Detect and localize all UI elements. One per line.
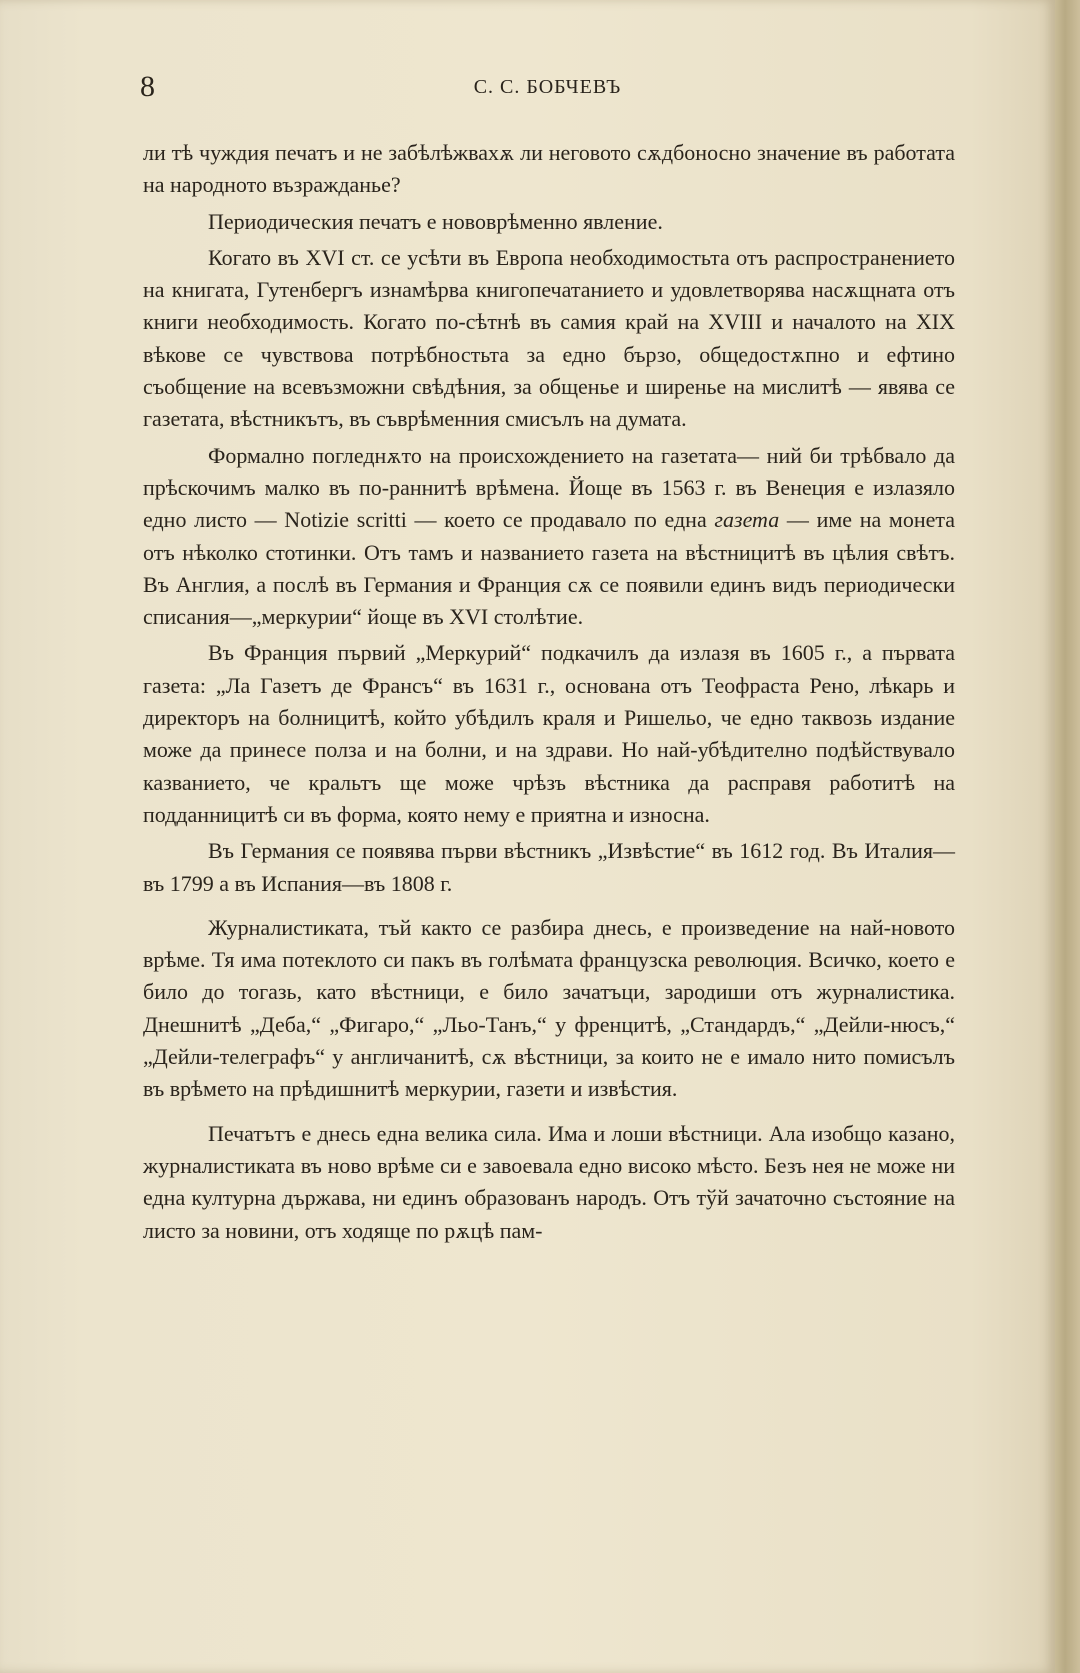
paragraph-germany: Въ Германия се появява първи вѣстникъ „Извѣстие“ въ 1612 год. Въ Италия—въ 1799 а въ Испания—въ 1808 г. bbox=[143, 838, 955, 896]
page-header bbox=[140, 70, 955, 110]
body-text bbox=[143, 137, 955, 1251]
running-title: С. С. БОБЧЕВЪ bbox=[473, 76, 622, 98]
origin-text-a: Формално погледнѫто на происхождението на газетата— ний би трѣбвало да прѣскочимъ малко въ по-раннитѣ врѣмена. Йоще въ 1563 г. въ Венеция е излазяло едно листо — Notizie scritti — което се продавало по една bbox=[143, 442, 955, 533]
paragraph-origin-gazette bbox=[143, 440, 955, 634]
paragraph-journalism: Журналистиката, тъй както се разбира днесь, е произведение на най-новото врѣме. Тя има потеклото си пакъ въ голѣмата французска революция. Всичко, което е било до тогазь, като вѣстници, е било зачатъци, зародиши отъ журналистика. Днешнитѣ „Деба,“ „Фигаро,“ „Льо-Танъ,“ у френцитѣ, „Стандардъ,“ „Дейли-нюсъ,“ „Дейли-телеграфъ“ у англичанитѣ, сѫ вѣстници, за които не е имало нито помисълъ въ врѣмето на прѣдишнитѣ меркурии, газети и извѣстия. bbox=[143, 914, 955, 1102]
gazeta-italic: газета bbox=[714, 507, 780, 533]
paragraph-periodical-press: Периодическия печатъ е нововрѣменно явление. bbox=[208, 208, 663, 234]
origin-text-b: — име на монета отъ нѣколко стотинки. Отъ тамъ и названието газета на вѣстницитѣ въ цѣлия свѣтъ. Въ Англия, а послѣ въ Германия и Франция сѫ се появили единъ видъ периодически списания—„меркурии“ йоще въ XVI столѣтие. bbox=[143, 507, 956, 630]
page-edge bbox=[1055, 0, 1080, 1673]
paragraph-press-power: Печатътъ е днесь една велика сила. Има и лоши вѣстници. Ала изобщо казано, журналистиката въ ново врѣме си е завоевала едно високо мѣсто. Безъ нея не може ни една културна държава, ни единъ образованъ народъ. Отъ тўй зачаточно състояние на листо за новини, отъ ходяще по рѫцѣ пам- bbox=[143, 1120, 955, 1243]
paragraph-france: Въ Франция първий „Меркурий“ подкачилъ да излазя въ 1605 г., а първата газета: „Ла Газетъ де Франсъ“ въ 1631 г., основана отъ Теофраста Рено, лѣкарь и директоръ на болницитѣ, който убѣдилъ краля и Ришельо, че едно таквозь издание може да принесе полза и на болни, и на здрави. Но най-убѣдително подѣйствувало казванието, че кральтъ ще може чрѣзъ вѣстника да расправя работитѣ на подданницитѣ си въ форма, която нему е приятна и износна. bbox=[143, 640, 955, 827]
page-number: 8 bbox=[140, 70, 155, 103]
paragraph-gutenberg: Когато въ XVI ст. се усѣти въ Европа необходимостьта отъ распространението на книгата, Гутенбергъ изнамѣрва книгопечатанието и удовлетворява насѫщната отъ книги необходимость. Когато по-сѣтнѣ въ самия край на XVIII и началото на XIX вѣкове се чувствова потрѣбностьта за едно бързо, общедостѫпно и ефтино съобщение на всевъзможни свѣдѣния, за общенье и ширенье на мислитѣ — явява се газетата, вѣстникътъ, въ съврѣменния смисълъ на думата. bbox=[143, 244, 955, 432]
paragraph-continuation: ли тѣ чуждия печатъ и не забѣлѣжвахѫ ли неговото сѫдбоносно значение въ работата на народното възражданье? bbox=[143, 140, 955, 198]
